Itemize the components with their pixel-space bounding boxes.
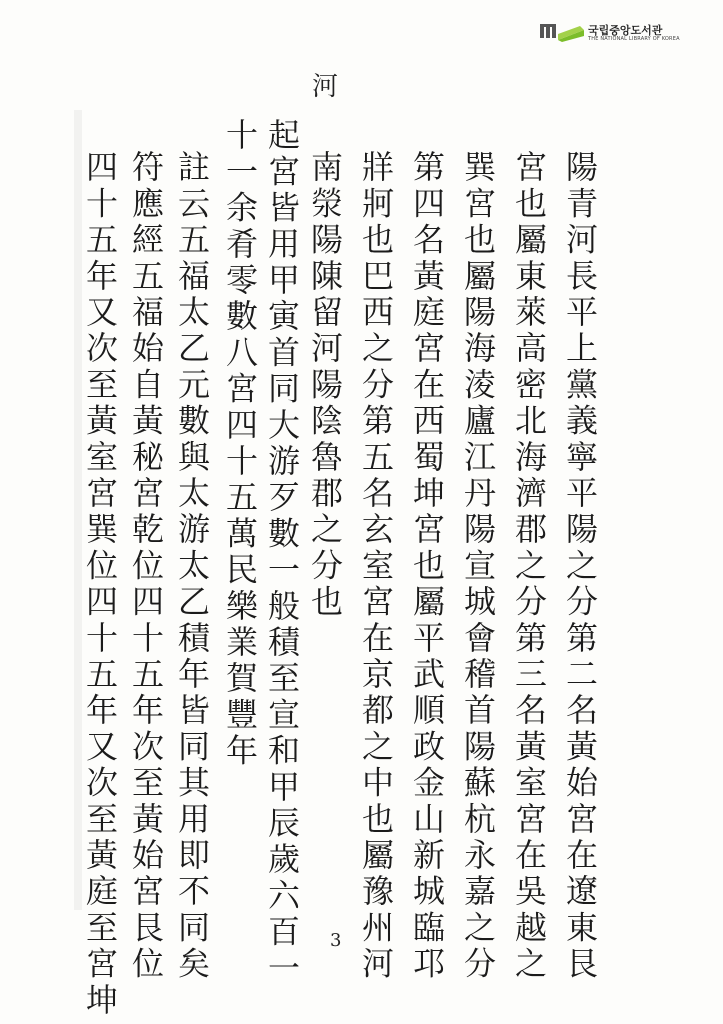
text-column-2: 宮也屬東萊高密北海濟郡之分第三名黃室宮在吳越之: [510, 150, 548, 983]
library-logo: [540, 22, 680, 46]
text-column-9: 註云五福太乙元數與太游太乙積年皆同其用即不同矣: [173, 150, 211, 983]
library-subtitle: THE NATIONAL LIBRARY OF KOREA: [588, 36, 680, 42]
text-column-6: 南滎陽陳留河陽陰魯郡之分也: [306, 150, 344, 621]
library-logo-icon: [540, 24, 584, 42]
library-name: 국립중앙도서관: [588, 24, 663, 37]
text-column-4: 第四名黃庭宮在西蜀坤宮也屬平武順政金山新城臨邛: [408, 150, 446, 983]
scan-edge-mark: [74, 110, 82, 910]
text-column-11: 四十五年又次至黃室宮巽位四十五年又次至黃庭至宮坤: [81, 150, 119, 1019]
text-column-3: 巽宮也屬陽海淩廬江丹陽宣城會稽首陽蘇杭永嘉之分: [459, 150, 497, 983]
text-column-10: 符應經五福始自黃秘宮乾位四十五年次至黃始宮艮位: [127, 150, 165, 983]
page-number: 3: [330, 930, 342, 951]
text-column-1: 陽青河長平上黨義寧平陽之分第二名黃始宮在遼東艮: [561, 150, 599, 983]
text-column-5: 牂牁也巴西之分第五名玄室宮在京都之中也屬豫州河: [357, 150, 395, 983]
page-header-character: 河: [312, 72, 339, 102]
text-column-7: 起宮皆用甲寅首同大游歹數一般積至宣和甲辰歲六百一: [263, 118, 301, 987]
text-column-8: 十一余肴零數八宮四十五萬民樂業賀豐年: [221, 118, 259, 770]
